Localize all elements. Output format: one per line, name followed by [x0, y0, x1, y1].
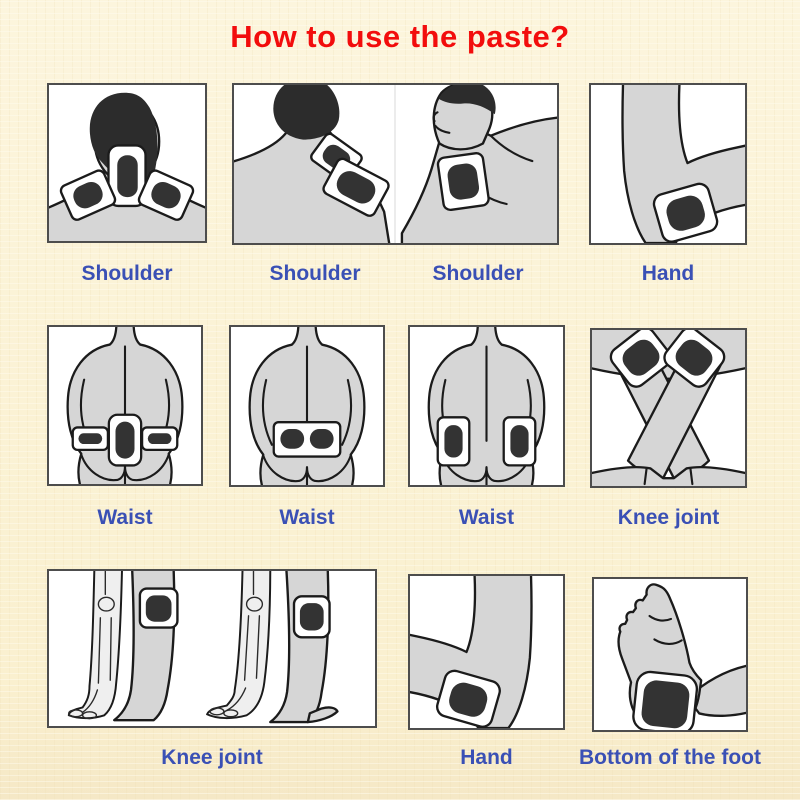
panel-waist-double-patch	[229, 325, 385, 487]
panel-elbow-bent-arm-2	[408, 574, 565, 730]
paste-patch	[274, 422, 341, 456]
caption-knee-joint-1: Knee joint	[617, 506, 720, 529]
caption-waist-1: Waist	[97, 506, 153, 529]
panel-foot-heel	[592, 577, 748, 732]
panel-waist-side-patches	[408, 325, 565, 487]
paste-patch	[294, 596, 330, 637]
illustration-waist-back-three-patches	[49, 327, 201, 484]
caption-shoulder-2: Shoulder	[269, 262, 361, 285]
illustration-legs-skeleton-and-knee-patches	[49, 571, 375, 726]
panel-waist-three-patches	[47, 325, 203, 486]
caption-knee-joint-2: Knee joint	[161, 746, 263, 769]
paste-patch	[73, 427, 108, 449]
illustration-crossed-legs-knee-patches	[592, 330, 745, 486]
paste-patch	[504, 417, 536, 465]
illustration-bent-elbow	[591, 85, 745, 243]
caption-hand-1: Hand	[641, 262, 695, 285]
illustration-waist-back-side-patches	[410, 327, 563, 485]
paste-patch	[438, 417, 470, 465]
caption-waist-2: Waist	[279, 506, 335, 529]
panel-shoulder-back-and-front	[232, 83, 559, 245]
caption-shoulder-3: Shoulder	[432, 262, 524, 285]
paste-patch	[632, 671, 698, 730]
caption-shoulder-1: Shoulder	[81, 262, 173, 285]
panel-knees-crossed	[590, 328, 747, 488]
illustration-bent-elbow-mirrored	[410, 576, 563, 728]
panel-shoulder-back-neck	[47, 83, 207, 243]
paste-patch	[142, 427, 177, 449]
page-title: How to use the paste?	[230, 19, 570, 54]
caption-hand-2: Hand	[460, 746, 513, 769]
illustration-waist-back-double-patch	[231, 327, 383, 485]
panel-knees-standing	[47, 569, 377, 728]
caption-bottom-of-foot: Bottom of the foot	[579, 746, 761, 769]
caption-waist-3: Waist	[458, 506, 515, 529]
illustration-back-neck-shoulders	[49, 85, 205, 241]
paste-patch	[140, 589, 178, 628]
panel-elbow-bent-arm	[589, 83, 747, 245]
paste-patch	[109, 415, 141, 466]
illustration-foot-sole-patch	[594, 579, 746, 730]
illustration-shoulder-two-views	[234, 85, 557, 243]
paste-patch	[437, 152, 489, 210]
